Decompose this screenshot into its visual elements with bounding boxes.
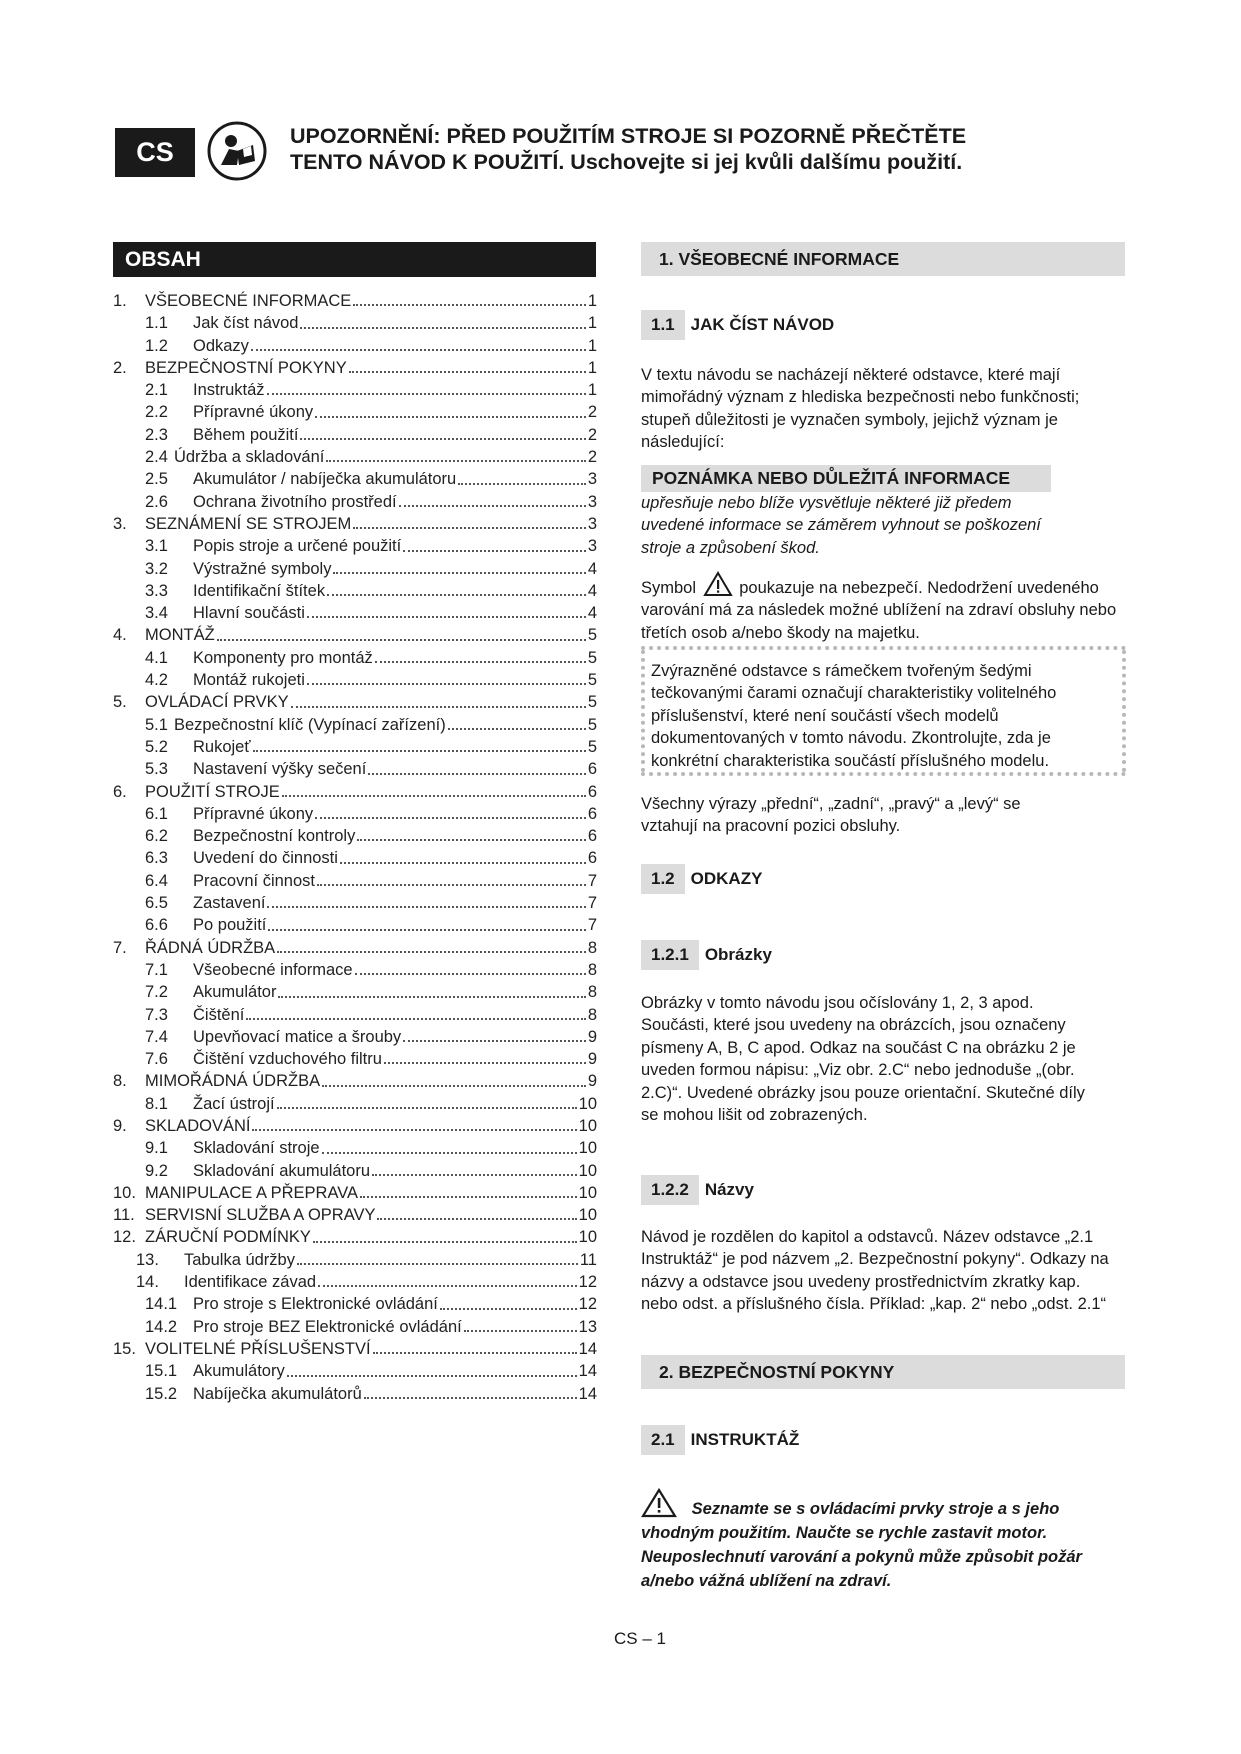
toc-entry-number: 8.	[113, 1072, 127, 1091]
toc-entry	[113, 491, 597, 513]
toc-entry-page: 9	[587, 1027, 597, 1046]
toc-entry-number: 2.1	[145, 381, 168, 400]
toc-entry-number: 6.5	[145, 894, 168, 913]
toc-dot-leader	[458, 483, 586, 485]
toc-entry-title: Bezpečnostní kontroly	[193, 827, 356, 846]
toc-entry-title: Akumulátor / nabíječka akumulátoru	[193, 470, 457, 489]
warning-triangle-icon	[703, 571, 733, 597]
toc-entry-title: Upevňovací matice a šrouby	[193, 1027, 402, 1046]
toc-entry	[113, 1316, 597, 1338]
safety-warning	[641, 1488, 1131, 1593]
toc-entry-title: SEZNÁMENÍ SE STROJEM	[145, 514, 352, 533]
intro-paragraph: V textu návodu se nacházejí některé odstavce, které mají mimořádný význam z hlediska bezpečnosti nebo funkčnosti; stupeň důležitosti je vyznačen symboly, jejichž význam je následující:	[641, 366, 1080, 452]
toc-entry-title: MIMOŘÁDNÁ ÚDRŽBA	[145, 1072, 321, 1091]
toc-dot-leader	[313, 1241, 577, 1243]
toc-entry-page: 2	[587, 425, 597, 444]
toc-entry	[113, 1226, 597, 1248]
toc-entry	[113, 736, 597, 758]
toc-dot-leader	[278, 996, 585, 998]
toc-dot-leader	[403, 550, 586, 552]
read-manual-icon	[207, 121, 267, 181]
toc-entry-title: Identifikační štítek	[193, 581, 326, 600]
optional-feature-text: Zvýrazněné odstavce s rámečkem tvořeným šedými tečkovanými čarami označují charakteristiky volitelného příslušenství, které není součástí všech modelů dokumentovaných v tomto návodu. Zkontrolujte, zda je konkrétní charakteristika součástí příslušného modelu.	[651, 662, 1057, 770]
toc-entry-page: 7	[587, 916, 597, 935]
toc-entry	[113, 1204, 597, 1226]
toc-dot-leader	[364, 1397, 577, 1399]
toc-entry-page: 3	[587, 492, 597, 511]
toc-dot-leader	[384, 1062, 586, 1064]
toc-dot-leader	[307, 683, 586, 685]
toc-entry-number: 13.	[136, 1250, 159, 1269]
toc-entry-number: 5.3	[145, 760, 168, 779]
toc-entry-title: Bezpečnostní klíč (Vypínací zařízení)	[173, 715, 446, 734]
toc-entry-page: 5	[587, 693, 597, 712]
toc-entry-number: 9.1	[145, 1139, 168, 1158]
toc-entry-number: 15.1	[145, 1362, 178, 1381]
toc-entry-title: Výstražné symboly	[193, 559, 332, 578]
toc-entry-title: OVLÁDACÍ PRVKY	[145, 693, 289, 712]
toc-entry-title: SKLADOVÁNÍ	[145, 1116, 251, 1135]
toc-entry	[113, 937, 597, 959]
toc-entry	[113, 379, 597, 401]
toc-entry	[113, 669, 597, 691]
toc-entry	[113, 312, 597, 334]
toc-entry	[113, 981, 597, 1003]
toc-entry-page: 9	[587, 1050, 597, 1069]
toc-entry-number: 15.2	[145, 1384, 178, 1403]
toc-entry-page: 10	[578, 1206, 597, 1225]
toc-entry-number: 3.	[113, 514, 127, 533]
subsection-number: 1.2	[641, 864, 685, 894]
toc-dot-leader	[333, 572, 585, 574]
toc-entry-page: 3	[587, 514, 597, 533]
toc-entry-title: VŠEOBECNÉ INFORMACE	[145, 292, 352, 310]
symbol-text-before: Symbol	[641, 579, 697, 597]
toc-entry-page: 8	[587, 983, 597, 1002]
toc-entry-page: 10	[578, 1228, 597, 1247]
toc-entry-title: Uvedení do činnosti	[193, 849, 338, 868]
toc-entry	[113, 1137, 597, 1159]
toc-dot-leader	[377, 1218, 576, 1220]
toc-entry-page: 8	[587, 960, 597, 979]
toc-entry-page: 14	[578, 1339, 597, 1358]
toc-entry-title: POUŽITÍ STROJE	[145, 782, 280, 801]
toc-entry-page: 4	[587, 604, 597, 623]
toc-entry	[113, 825, 597, 847]
toc-dot-leader	[277, 1107, 577, 1109]
toc-entry	[113, 335, 597, 357]
toc-dot-leader	[403, 1040, 586, 1042]
toc-entry	[113, 580, 597, 602]
toc-entry-title: Čištění vzduchového filtru	[193, 1050, 382, 1069]
toc-entry-page: 6	[587, 760, 597, 779]
toc-entry-number: 3.2	[145, 559, 168, 578]
toc-dot-leader	[282, 795, 586, 797]
toc-entry-number: 12.	[113, 1228, 136, 1247]
section-heading-text: 1. VŠEOBECNÉ INFORMACE	[659, 248, 900, 269]
toc-entry-number: 4.1	[145, 648, 168, 667]
toc-entry-page: 6	[587, 782, 597, 801]
subsection-heading-2-1	[641, 1425, 799, 1455]
toc-entry-page: 5	[587, 648, 597, 667]
toc-dot-leader	[353, 304, 586, 306]
toc-dot-leader	[300, 327, 585, 329]
toc-entry-page: 4	[587, 581, 597, 600]
toc-dot-leader	[287, 1375, 577, 1377]
toc-entry-number: 2.	[113, 358, 127, 377]
toc-entry-title: Přípravné úkony	[193, 804, 314, 823]
section-heading-2	[641, 1355, 1125, 1389]
toc-entry	[113, 290, 597, 312]
toc-dot-leader	[291, 706, 586, 708]
toc-dot-leader	[368, 773, 585, 775]
toc-dot-leader	[355, 973, 586, 975]
toc-entry-title: Skladování akumulátoru	[193, 1161, 371, 1180]
toc-entry-page: 10	[578, 1161, 597, 1180]
toc-dot-leader	[322, 1085, 586, 1087]
toc-entry	[113, 1293, 597, 1315]
subsection-title: Obrázky	[704, 945, 772, 964]
toc-entry-title: Nabíječka akumulátorů	[193, 1384, 362, 1403]
toc-entry-number: 2.5	[145, 470, 168, 489]
toc-entry-number: 6.	[113, 782, 127, 801]
toc-entry-title: SERVISNÍ SLUŽBA A OPRAVY	[145, 1206, 376, 1225]
toc-entry-page: 12	[578, 1295, 597, 1314]
symbol-text-after: poukazuje na nebezpečí. Nedodržení uvedeného varování má za následek možné ublížení na zdraví obsluhy nebo třetích osob a/nebo škody na majetku.	[641, 579, 1117, 642]
toc-entry-number: 3.3	[145, 581, 168, 600]
toc-entry	[113, 914, 597, 936]
toc-entry-page: 2	[587, 448, 597, 467]
toc-entry-title: ŘÁDNÁ ÚDRŽBA	[145, 938, 276, 957]
toc-entry-number: 3.1	[145, 537, 168, 556]
toc-dot-leader	[322, 1152, 577, 1154]
toc-entry-title: Odkazy	[193, 336, 249, 355]
toc-entry-page: 7	[587, 871, 597, 890]
subsection-number: 1.2.2	[641, 1175, 699, 1205]
toc-entry-title: Akumulátor	[193, 983, 277, 1002]
toc-entry-number: 2.2	[145, 403, 168, 422]
warning-triangle-icon	[641, 1488, 677, 1518]
toc-entry-number: 7.2	[145, 983, 168, 1002]
toc-entry-title: Tabulka údržby	[184, 1250, 295, 1269]
toc-entry-title: VOLITELNÉ PŘÍSLUŠENSTVÍ	[145, 1339, 371, 1358]
toc-entry-page: 6	[587, 849, 597, 868]
toc-entry-page: 12	[578, 1273, 597, 1292]
toc-entry-page: 7	[587, 894, 597, 913]
subsection-number: 1.1	[641, 310, 685, 340]
toc-entry	[113, 401, 597, 423]
toc-entry-page: 5	[587, 737, 597, 756]
toc-dot-leader	[340, 862, 586, 864]
toc-entry-title: Čištění	[193, 1005, 245, 1024]
toc-entry	[113, 1182, 597, 1204]
toc-dot-leader	[315, 416, 586, 418]
toc-entry-number: 5.2	[145, 737, 168, 756]
subsection-heading-1-1	[641, 310, 834, 340]
toc-entry-page: 14	[578, 1362, 597, 1381]
toc-entry	[113, 1360, 597, 1382]
toc-entry-number: 5.	[113, 693, 127, 712]
toc-entry-page: 6	[587, 804, 597, 823]
toc-entry	[113, 624, 597, 646]
toc-dot-leader	[267, 393, 586, 395]
toc-entry-title: Nastavení výšky sečení	[193, 760, 367, 779]
toc-entry-title: Pro stroje s Elektronické ovládání	[193, 1295, 438, 1314]
toc-entry-title: Během použití	[193, 425, 299, 444]
toc-dot-leader	[318, 1285, 577, 1287]
header-title-line1: UPOZORNĚNÍ: PŘED POUŽITÍM STROJE SI POZORNĚ PŘEČTĚTE	[290, 124, 967, 148]
table-of-contents	[113, 290, 597, 1405]
toc-dot-leader	[360, 1196, 577, 1198]
toc-entry-number: 4.2	[145, 671, 168, 690]
toc-entry-title: Údržba a skladování	[173, 448, 325, 467]
toc-entry-page: 10	[578, 1094, 597, 1113]
toc-entry-page: 13	[578, 1317, 597, 1336]
header-title	[290, 123, 1190, 175]
toc-entry-page: 1	[587, 358, 597, 377]
toc-entry-page: 1	[587, 314, 597, 333]
section-heading-1	[641, 242, 1125, 276]
names-paragraph: Návod je rozdělen do kapitol a odstavců. Název odstavce „2.1 Instruktáž“ je pod názvem „2. Bezpečnostní pokyny“. Odkazy na názvy a odstavce jsou uvedeny prostřednictvím zkratky kap. nebo odst. a příslušného čísla. Příklad: „kap. 2“ nebo „odst. 2.1“	[641, 1228, 1109, 1314]
toc-entry-title: Ochrana životního prostředí	[193, 492, 397, 511]
toc-entry-title: MANIPULACE A PŘEPRAVA	[145, 1183, 359, 1202]
toc-entry-title: ZÁRUČNÍ PODMÍNKY	[145, 1228, 311, 1247]
toc-entry-page: 11	[579, 1250, 597, 1269]
toc-entry-number: 11.	[113, 1206, 135, 1225]
toc-dot-leader	[267, 906, 585, 908]
toc-entry-title: Hlavní součásti	[193, 604, 305, 623]
toc-dot-leader	[246, 1018, 585, 1020]
toc-entry	[113, 1115, 597, 1137]
toc-entry-number: 2.4	[145, 448, 168, 467]
toc-entry-title: Akumulátory	[193, 1362, 285, 1381]
toc-dot-leader	[268, 929, 585, 931]
toc-entry-title: Montáž rukojeti	[193, 671, 305, 690]
directions-paragraph: Všechny výrazy „přední“, „zadní“, „pravý“ a „levý“ se vztahují na pracovní pozici obsluhy.	[641, 795, 1021, 836]
toc-entry	[113, 357, 597, 379]
toc-entry-number: 2.6	[145, 492, 168, 511]
toc-entry-number: 5.1	[145, 715, 168, 734]
toc-entry-number: 3.4	[145, 604, 168, 623]
subsection-heading-1-2-1	[641, 940, 772, 970]
toc-entry	[113, 513, 597, 535]
toc-entry-title: Po použití	[193, 916, 267, 935]
toc-entry-page: 6	[587, 827, 597, 846]
toc-entry-number: 9.2	[145, 1161, 168, 1180]
toc-entry-page: 5	[587, 671, 597, 690]
toc-entry-number: 7.	[113, 938, 127, 957]
danger-symbol-paragraph	[641, 571, 1126, 644]
subsection-title: INSTRUKTÁŽ	[690, 1430, 800, 1449]
toc-entry-title: Komponenty pro montáž	[193, 648, 373, 667]
toc-entry	[113, 691, 597, 713]
toc-entry-page: 5	[587, 715, 597, 734]
toc-entry	[113, 647, 597, 669]
toc-dot-leader	[349, 371, 586, 373]
toc-entry-number: 7.6	[145, 1050, 168, 1069]
toc-entry	[113, 1271, 597, 1293]
toc-entry-number: 6.3	[145, 849, 168, 868]
subsection-number: 2.1	[641, 1425, 685, 1455]
toc-entry-number: 6.1	[145, 804, 168, 823]
toc-entry	[113, 847, 597, 869]
section-heading-text: 2. BEZPEČNOSTNÍ POKYNY	[659, 1361, 895, 1382]
note-text: upřesňuje nebo blíže vysvětluje některé již předem uvedené informace se záměrem vyhnout se poškození stroje a způsobení škod.	[641, 494, 1041, 557]
toc-dot-leader	[317, 884, 586, 886]
toc-entry	[113, 781, 597, 803]
toc-entry-page: 1	[587, 336, 597, 355]
toc-entry-number: 1.1	[145, 314, 168, 333]
safety-warning-text: Seznamte se s ovládacími prvky stroje a s jeho vhodným použitím. Naučte se rychle zastavit motor. Neuposlechnutí varování a pokynů může způsobit požár a/nebo vážná ublížení na zdraví.	[641, 1500, 1082, 1590]
toc-entry-number: 2.3	[145, 425, 168, 444]
toc-entry	[113, 1249, 597, 1271]
toc-entry	[113, 1160, 597, 1182]
toc-entry	[113, 1338, 597, 1360]
toc-entry-title: Rukojeť	[193, 737, 251, 756]
toc-dot-leader	[327, 594, 586, 596]
toc-entry-title: Skladování stroje	[193, 1139, 320, 1158]
toc-entry-page: 2	[587, 403, 597, 422]
toc-entry-page: 10	[578, 1183, 597, 1202]
toc-entry	[113, 558, 597, 580]
toc-entry-number: 6.6	[145, 916, 168, 935]
figures-paragraph: Obrázky v tomto návodu jsou očíslovány 1, 2, 3 apod. Součásti, které jsou uvedeny na obrázcích, jsou označeny písmeny A, B, C apod. Odkaz na součást C na obrázku 2 je uveden formou nápisu: „Viz obr. 2.C“ nebo jednoduše „(obr. 2.C)“. Uvedené obrázky jsou pouze orientační. Skutečné díly se mohou lišit od zobrazených.	[641, 994, 1085, 1125]
toc-entry-page: 14	[578, 1384, 597, 1403]
toc-entry	[113, 1026, 597, 1048]
toc-entry-page: 4	[587, 559, 597, 578]
toc-dot-leader	[399, 505, 586, 507]
toc-entry-page: 3	[587, 537, 597, 556]
toc-entry	[113, 424, 597, 446]
toc-entry-number: 7.1	[145, 960, 168, 979]
toc-entry	[113, 758, 597, 780]
subsection-heading-1-2-2	[641, 1175, 754, 1205]
toc-dot-leader	[315, 817, 586, 819]
subsection-title: Názvy	[704, 1180, 754, 1199]
toc-dot-leader	[440, 1308, 577, 1310]
toc-entry	[113, 602, 597, 624]
toc-entry-number: 6.4	[145, 871, 168, 890]
toc-dot-leader	[277, 951, 586, 953]
toc-entry-title: BEZPEČNOSTNÍ POKYNY	[145, 358, 347, 377]
toc-dot-leader	[448, 728, 586, 730]
toc-entry-number: 14.1	[145, 1295, 178, 1314]
toc-entry	[113, 803, 597, 825]
toc-dot-leader	[326, 460, 585, 462]
subsection-number: 1.2.1	[641, 940, 699, 970]
toc-entry-title: MONTÁŽ	[145, 626, 215, 645]
toc-entry	[113, 892, 597, 914]
toc-entry	[113, 959, 597, 981]
toc-entry-title: Popis stroje a určené použití	[193, 537, 402, 556]
toc-entry	[113, 1383, 597, 1405]
toc-dot-leader	[253, 750, 586, 752]
toc-dot-leader	[353, 527, 586, 529]
toc-entry-page: 9	[587, 1072, 597, 1091]
toc-entry-page: 3	[587, 470, 597, 489]
toc-entry	[113, 446, 597, 468]
toc-entry-number: 15.	[113, 1339, 136, 1358]
toc-entry-page: 1	[587, 381, 597, 400]
toc-entry-number: 6.2	[145, 827, 168, 846]
toc-entry-title: Zastavení	[193, 894, 266, 913]
toc-entry	[113, 468, 597, 490]
toc-entry-title: Všeobecné informace	[193, 960, 353, 979]
language-badge: CS	[115, 128, 195, 177]
toc-entry	[113, 714, 597, 736]
toc-dot-leader	[217, 639, 586, 641]
toc-entry-title: Žací ústrojí	[193, 1094, 275, 1113]
toc-entry-number: 9.	[113, 1116, 127, 1135]
subsection-title: JAK ČÍST NÁVOD	[690, 315, 835, 334]
toc-entry-page: 8	[587, 938, 597, 957]
toc-entry-title: Přípravné úkony	[193, 403, 314, 422]
toc-entry	[113, 1048, 597, 1070]
toc-entry-page: 10	[578, 1139, 597, 1158]
toc-entry-title: Pro stroje BEZ Elektronické ovládání	[193, 1317, 462, 1336]
toc-entry	[113, 1070, 597, 1092]
toc-dot-leader	[372, 1174, 577, 1176]
toc-dot-leader	[300, 438, 585, 440]
toc-heading: OBSAH	[113, 242, 596, 277]
toc-entry-number: 14.2	[145, 1317, 178, 1336]
toc-dot-leader	[297, 1263, 578, 1265]
toc-dot-leader	[464, 1330, 577, 1332]
toc-dot-leader	[375, 661, 586, 663]
toc-entry-number: 7.3	[145, 1005, 168, 1024]
toc-entry-number: 1.2	[145, 336, 168, 355]
toc-dot-leader	[373, 1352, 577, 1354]
toc-entry-number: 14.	[136, 1273, 159, 1292]
toc-entry-number: 1.	[113, 292, 127, 310]
note-label: POZNÁMKA NEBO DŮLEŽITÁ INFORMACE	[641, 465, 1051, 492]
toc-dot-leader	[357, 839, 585, 841]
toc-entry	[113, 1093, 597, 1115]
toc-entry-page: 1	[587, 292, 597, 310]
toc-entry	[113, 535, 597, 557]
toc-entry-number: 7.4	[145, 1027, 168, 1046]
page-number: CS – 1	[614, 1629, 666, 1648]
toc-entry-number: 10.	[113, 1183, 136, 1202]
header-title-line2: TENTO NÁVOD K POUŽITÍ. Uschovejte si jej kvůli dalšímu použití.	[290, 150, 963, 174]
toc-entry-title: Pracovní činnost	[193, 871, 315, 890]
subsection-heading-1-2	[641, 864, 762, 894]
toc-entry-title: Identifikace závad	[184, 1273, 317, 1292]
toc-entry	[113, 1004, 597, 1026]
toc-entry-title: Instruktáž	[193, 381, 265, 400]
subsection-title: ODKAZY	[690, 869, 763, 888]
toc-entry-page: 10	[578, 1116, 597, 1135]
toc-entry-number: 4.	[113, 626, 127, 645]
toc-entry-number: 8.1	[145, 1094, 168, 1113]
toc-dot-leader	[251, 349, 586, 351]
toc-dot-leader	[307, 616, 586, 618]
toc-entry-title: Jak číst návod	[193, 314, 299, 333]
toc-entry-page: 8	[587, 1005, 597, 1024]
toc-entry	[113, 870, 597, 892]
toc-dot-leader	[252, 1129, 576, 1131]
toc-entry-page: 5	[587, 626, 597, 645]
